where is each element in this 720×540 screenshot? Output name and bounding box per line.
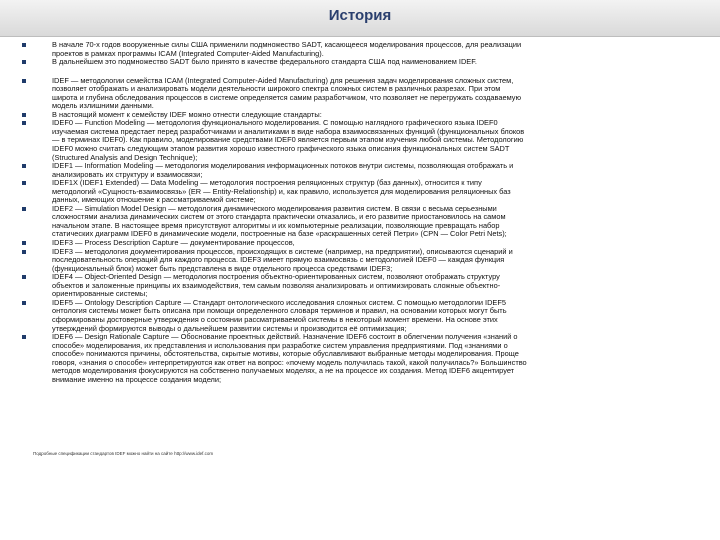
bullet-icon <box>22 113 26 117</box>
bullet-icon <box>22 181 26 185</box>
item-text: IDEF2 — Simulation Model Design — методология динамического моделирования развития систем. В связи с весьма серьезными сложностями анализа динамических систем от этого стандарта практически отказались, и его развитие приостановилось на самом начальном этапе. В настоящее время присутствуют алгоритмы и их компьютерные реализации, позволяющие превращать набор статических диаграмм IDEF0 в динамические модели, построенные на базе «раскрашенных сетей Петри» (CPN — Color Petri Nets); <box>52 203 507 239</box>
list-item <box>18 179 708 205</box>
bullet-icon <box>22 207 26 211</box>
item-text: IDEF — методологии семейства ICAM (Integrated Computer-Aided Manufacturing) для решения задач моделирования сложных систем, позволяет отображать и анализировать модели деятельности широкого спектра сложных систем в различных разрезах. При этом широта и глубина обследования процессов в системе определяется самим разработчиком, что позволяет не перегружать создаваемую модель излишними данными. <box>52 75 522 111</box>
bullet-icon <box>22 43 26 47</box>
list-item <box>18 299 708 333</box>
list-item <box>18 273 708 299</box>
list-item <box>18 162 708 179</box>
bullet-icon <box>22 60 26 64</box>
item-text: IDEF3 — методология документирования процессов, происходящих в системе (например, на предприятии), описываются сценарий и последовательность операций для каждого процесса. IDEF3 имеет прямую взаимосвязь с методологией IDEF0 — каждая функция (функциональный блок) может быть представлена в виде отдельного процесса средствами IDEF3; <box>52 246 513 273</box>
bullet-icon <box>22 164 26 168</box>
bullet-icon <box>22 335 26 339</box>
item-text: IDEF4 — Object-Oriented Design — методология построения объектно-ориентированных систем, позволяют отображать структуру объектов и заложенные принципы их взаимодействия, тем самым позволяя анализировать и оптимизировать сложные объектно- ориентированные системы; <box>52 272 501 299</box>
list-item <box>18 41 708 58</box>
list-item <box>18 58 708 67</box>
item-text: IDEF5 — Ontology Description Capture — Стандарт онтологического исследования сложных систем. С помощью методологии IDEF5 онтология системы может быть описана при помощи определенного словаря терминов и правил, на основании которых могут быть сформированы достоверные утверждения о состоянии рассматриваемой системы в некоторый момент времени. На основе этих утверждений формируются выводы о дальнейшем развитии системы и производится её оптимизация; <box>52 297 507 333</box>
item-text: В начале 70-х годов вооруженные силы США применили подмножество SADT, касающееся моделирования процессов, для реализации проектов в рамках программы ICAM (Integrated Computer-Aided Manufacturing). <box>52 40 522 58</box>
item-text: IDEF1X (IDEF1 Extended) — Data Modeling — методология построения реляционных структур (баз данных), относится к типу методологий «Сущность-взаимосвязь» (ER — Entity-Relationship) и, как правило, используется для моделирования реляционных баз данных, имеющих отношение к рассматриваемой системе; <box>52 178 511 205</box>
title-bar <box>0 0 720 37</box>
bullet-icon <box>22 301 26 305</box>
list-item <box>18 77 708 111</box>
item-text: IDEF1 — Information Modeling — методология моделирования информационных потоков внутри системы, позволяющая отображать и анализировать их структуру и взаимосвязи; <box>52 161 514 179</box>
bullet-icon <box>22 241 26 245</box>
list-item <box>18 205 708 239</box>
bullet-icon <box>22 275 26 279</box>
bullet-list <box>18 41 708 384</box>
footnote: Подробные спецификации стандартов IDEF можно найти на сайте http://www.idef.com <box>33 451 214 456</box>
item-text: В настоящий момент к семейству IDEF можно отнести следующие стандарты: <box>52 109 322 119</box>
list-item <box>18 333 708 384</box>
item-text: IDEF0 — Function Modeling — методология функционального моделирования. С помощью наглядного графического языка IDEF0 изучаемая система предстает перед разработчиками и аналитиками в виде набора взаимосвязанных функций (функциональных блоков — в терминах IDEF0). Как правило, моделирование средствами IDEF0 является первым этапом изучения любой системы. Методологию IDEF0 можно считать следующим этапом развития хорошо известного графического языка описания функциональных систем SADT (Structured Analysis and Design Technique); <box>52 118 525 162</box>
list-item <box>18 119 708 162</box>
bullet-icon <box>22 250 26 254</box>
page-title: История <box>328 7 392 24</box>
bullet-icon <box>22 79 26 83</box>
item-text: IDEF6 — Design Rationale Capture — Обоснование проектных действий. Назначение IDEF6 состоит в облегчении получения «знаний о способе» моделирования, их представления и использования при разработке систем управления предприятиями. Под «знаниями о способе» понимаются причины, обстоятельства, скрытые мотивы, которые обуславливают выбранные методы моделирования. Проще говоря, «знания о способе» интерпретируются как ответ на вопрос: «почему модель получилась такой, какой получилась?» Большинство методов моделирования фокусируются на собственно получаемых моделях, а не на процессе их создания. Метод IDEF6 акцентирует внимание именно на процессе создания модели; <box>52 332 527 384</box>
list-item <box>18 248 708 274</box>
item-text: В дальнейшем это подмножество SADT было принято в качестве федерального стандарта США под наименованием IDEF. <box>52 57 477 67</box>
bullet-icon <box>22 121 26 125</box>
item-text: IDEF3 — Process Description Capture — документирование процессов, <box>52 238 295 248</box>
